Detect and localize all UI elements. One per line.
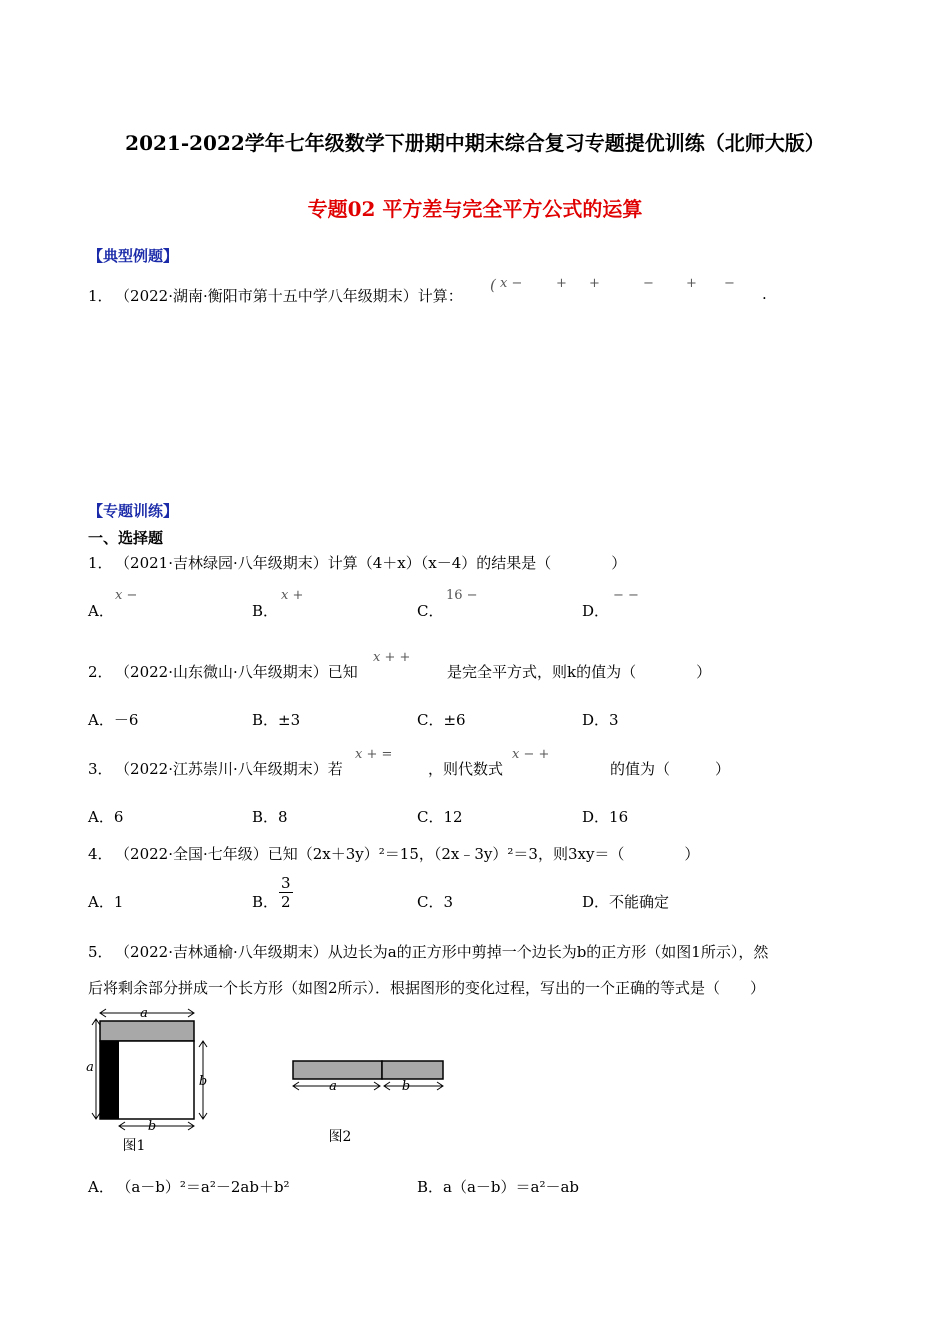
fig1-bottom-label-b: b <box>147 1119 157 1134</box>
question-2 <box>88 661 358 682</box>
question-5-line2: 后将剩余部分拼成一个长方形（如图2所示）．根据图形的变化过程，写出的一个正确的等式是（ ） <box>88 979 766 997</box>
example-section-heading: 【典型例题】 <box>88 247 179 265</box>
fig1-top-label-a: a <box>140 1006 148 1021</box>
fig2-label-b: b <box>401 1079 411 1094</box>
question-text-before: （2022·江苏崇川·八年级期末）若 <box>122 760 343 778</box>
q5-option-a: A． （a－b）²＝a²－2ab＋b² <box>88 1178 290 1196</box>
question-source: （2022·湖南·衡阳市第十五中学八年级期末）计算： <box>122 287 463 305</box>
question-number: 3． <box>88 760 113 778</box>
q2-option-a: A．－6 <box>88 711 139 729</box>
q4-option-c: C．3 <box>417 893 454 911</box>
question-text: （2021·吉林绿园·八年级期末）计算（4＋x）（x－4）的结果是（ ） <box>122 554 627 572</box>
question-2-text-after: 是完全平方式，则k的值为（ ） <box>447 663 712 681</box>
q1-option-d-value: − − <box>613 588 639 603</box>
training-section-heading: 【专题训练】 <box>88 502 179 520</box>
q1-option-a-value: x − <box>115 588 138 603</box>
q1-option-c-value: 16 − <box>446 588 478 603</box>
question-text: （2022·全国·七年级）已知（2x＋3y）²＝15，（2x﹣3y）²＝3，则3xy＝（ ） <box>122 845 700 863</box>
question-4 <box>88 843 699 864</box>
q2-option-b: B．±3 <box>252 711 301 729</box>
fig1-left-label-a: a <box>86 1060 94 1075</box>
fig1-right-label-b: b <box>198 1074 208 1089</box>
example-question-1 <box>88 285 463 306</box>
question-3 <box>88 758 343 779</box>
q1-option-b-label: B． <box>252 602 279 620</box>
fig2-caption: 图2 <box>328 1129 352 1145</box>
question-3-text-mid: ，则代数式 <box>428 760 504 778</box>
q2-option-d: D．3 <box>582 711 619 729</box>
q3-expression-2: x − + <box>512 747 550 762</box>
q2-option-c: C．±6 <box>417 711 466 729</box>
question-text-line1: （2022·吉林通榆·八年级期末）从边长为a的正方形中剪掉一个边长为b的正方形（如图1所示），然 <box>122 943 769 961</box>
choice-heading: 一、选择题 <box>88 529 164 547</box>
q3-option-c: C．12 <box>417 808 463 826</box>
q4-option-b-fraction: $\frac{3}{2}$ <box>281 874 291 911</box>
q3-expression-1: x + = <box>355 747 393 762</box>
example-expression-end: . <box>762 285 767 303</box>
example-expression-frag-5: + <box>686 276 697 291</box>
fig1-caption: 图1 <box>122 1138 146 1154</box>
question-number: 1． <box>88 554 113 572</box>
q4-option-a: A．1 <box>88 893 124 911</box>
q2-expression: x + + <box>373 650 411 665</box>
q3-option-b: B．8 <box>252 808 288 826</box>
question-1 <box>88 552 626 573</box>
q1-option-b-value: x + <box>281 588 304 603</box>
example-expression-frag-2: + <box>556 276 567 291</box>
q3-option-d: D．16 <box>582 808 629 826</box>
document-title: 2021-2022学年七年级数学下册期中期末综合复习专题提优训练（北师大版） <box>125 131 825 155</box>
q1-option-a-label: A． <box>88 602 114 620</box>
question-number: 1． <box>88 287 113 305</box>
question-3-text-after: 的值为（ ） <box>610 760 731 778</box>
question-number: 4． <box>88 845 113 863</box>
fig2-label-a: a <box>329 1079 337 1094</box>
q1-option-d-label: D． <box>582 602 610 620</box>
figure-2 <box>285 1055 455 1150</box>
q4-option-d: D．不能确定 <box>582 893 670 911</box>
question-number: 2． <box>88 663 113 681</box>
question-text-before: （2022·山东微山·八年级期末）已知 <box>122 663 358 681</box>
example-expression-frag-4: − <box>643 276 654 291</box>
example-expression-frag-1: x − <box>500 276 523 291</box>
document-subtitle: 专题02 平方差与完全平方公式的运算 <box>307 197 643 221</box>
q3-option-a: A．6 <box>88 808 124 826</box>
q5-option-b: B．a（a－b）＝a²－ab <box>417 1178 580 1196</box>
example-expression-frag-6: − <box>724 276 735 291</box>
question-number: 5． <box>88 943 113 961</box>
question-5 <box>88 941 768 962</box>
example-expression-frag-3: + <box>589 276 600 291</box>
figure-1 <box>82 1005 222 1155</box>
q4-option-b-label: B． <box>252 893 279 911</box>
example-expression-paren: ( <box>490 276 496 294</box>
q1-option-c-label: C． <box>417 602 444 620</box>
